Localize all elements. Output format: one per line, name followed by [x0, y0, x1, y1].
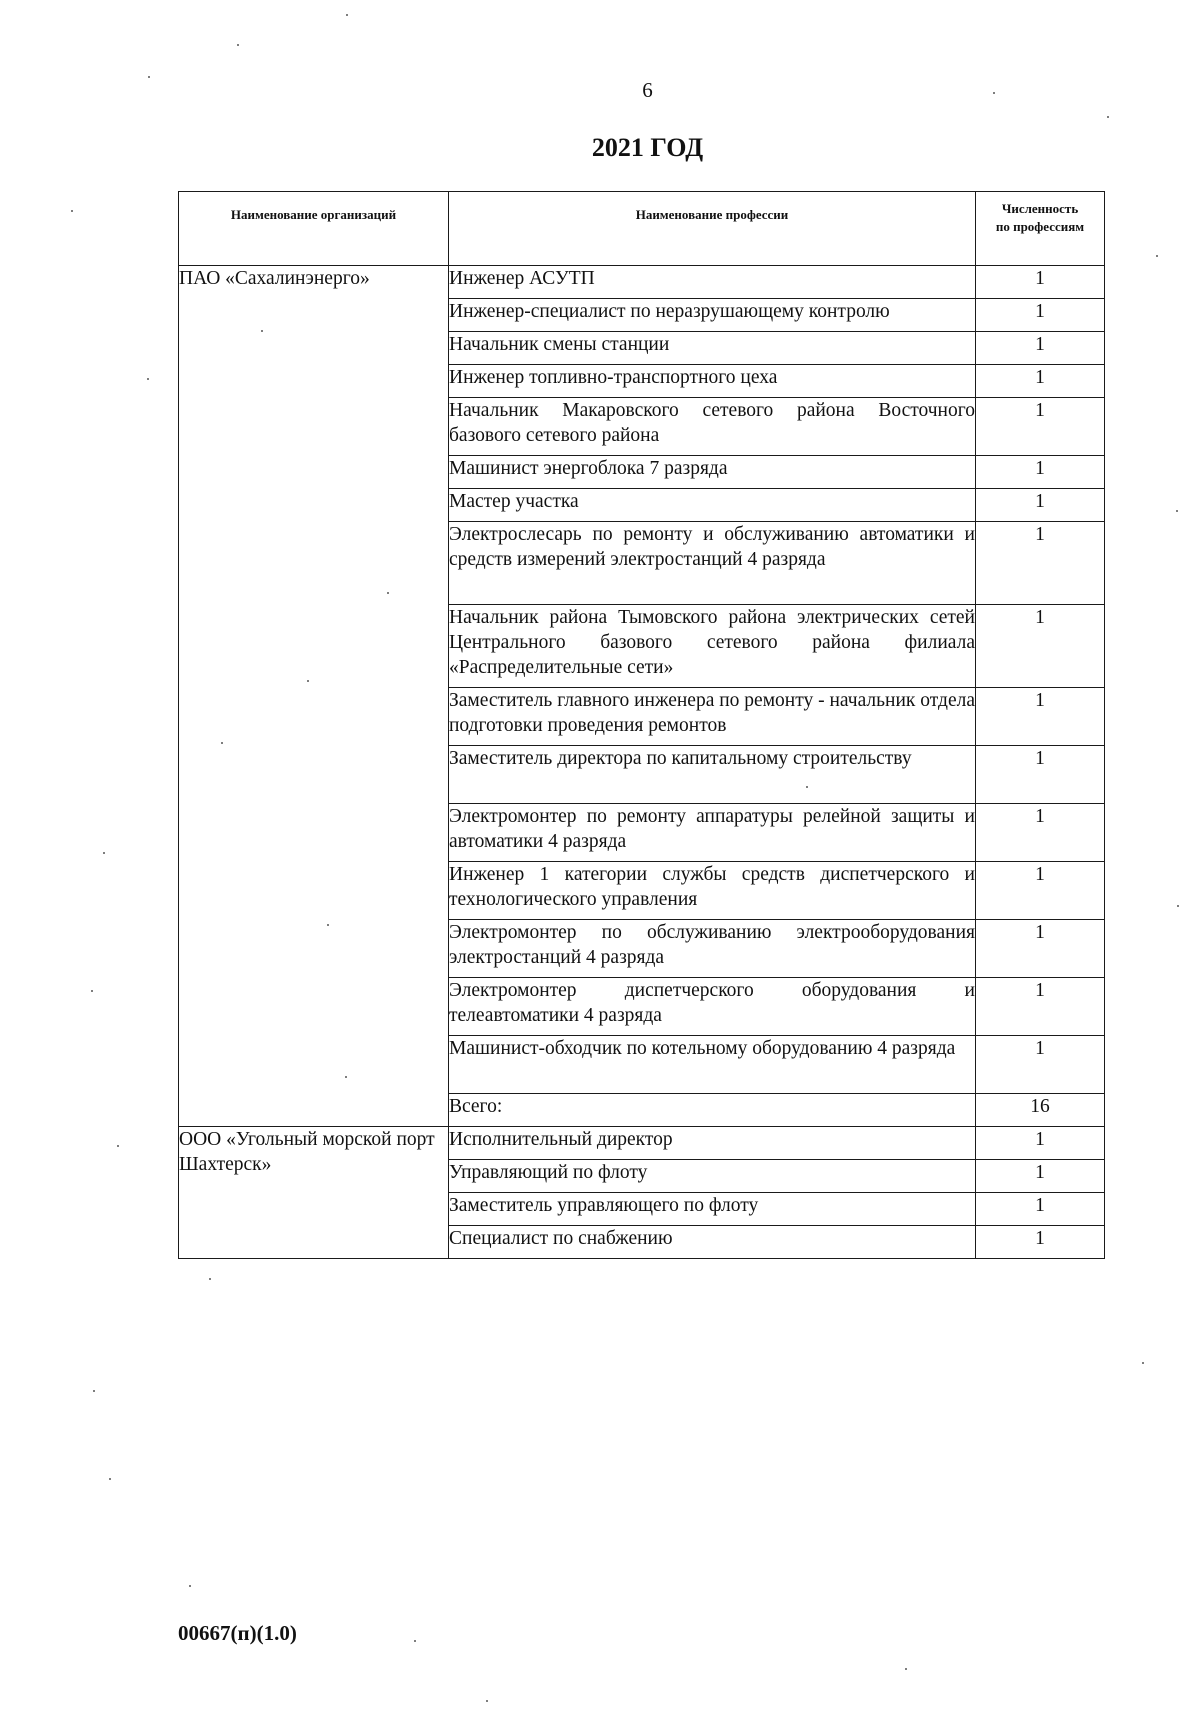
- count-cell: 1: [976, 266, 1105, 299]
- count-cell: 1: [976, 398, 1105, 456]
- page-number: 6: [642, 78, 653, 102]
- count-cell: 1: [976, 1127, 1105, 1160]
- table-header-row: [179, 192, 1105, 266]
- header-profession: Наименование профессии: [449, 192, 976, 266]
- profession-cell: Начальник Макаровского сетевого района Восточного базового сетевого района: [449, 398, 976, 456]
- org-name-cell: ООО «Угольный морской порт Шахтерск»: [179, 1127, 449, 1259]
- count-cell: 1: [976, 299, 1105, 332]
- org-name-cell: ПАО «Сахалинэнерго»: [179, 266, 449, 1127]
- profession-cell: Электромонтер по обслуживанию электрооборудования электростанций 4 разряда: [449, 920, 976, 978]
- count-cell: 1: [976, 746, 1105, 804]
- profession-cell: Инженер топливно-транспортного цеха: [449, 365, 976, 398]
- profession-cell: Исполнительный директор: [449, 1127, 976, 1160]
- professions-table: [178, 191, 1105, 1259]
- total-label: Всего:: [449, 1094, 976, 1127]
- profession-cell: Инженер АСУТП: [449, 266, 976, 299]
- profession-cell: Электрослесарь по ремонту и обслуживанию автоматики и средств измерений электростанций 4 разряда: [449, 522, 976, 605]
- profession-cell: Машинист энергоблока 7 разряда: [449, 456, 976, 489]
- count-cell: 1: [976, 1160, 1105, 1193]
- count-cell: 1: [976, 332, 1105, 365]
- profession-cell: Начальник района Тымовского района электрических сетей Центрального базового сетевого района филиала «Распределительные сети»: [449, 605, 976, 688]
- profession-cell: Электромонтер диспетчерского оборудования и телеавтоматики 4 разряда: [449, 978, 976, 1036]
- document-code: 00667(п)(1.0): [178, 1621, 297, 1645]
- header-count-line2: по профессиям: [995, 219, 1085, 234]
- profession-cell: Электромонтер по ремонту аппаратуры релейной защиты и автоматики 4 разряда: [449, 804, 976, 862]
- profession-cell: Заместитель управляющего по флоту: [449, 1193, 976, 1226]
- count-cell: 1: [976, 365, 1105, 398]
- profession-cell: Инженер-специалист по неразрушающему контролю: [449, 299, 976, 332]
- page-title: 2021 ГОД: [591, 133, 704, 162]
- count-cell: 1: [976, 688, 1105, 746]
- profession-cell: Управляющий по флоту: [449, 1160, 976, 1193]
- header-count: [976, 192, 1105, 266]
- count-cell: 1: [976, 1193, 1105, 1226]
- total-value: 16: [976, 1094, 1105, 1127]
- count-cell: 1: [976, 1226, 1105, 1259]
- count-cell: 1: [976, 978, 1105, 1036]
- profession-cell: Машинист-обходчик по котельному оборудованию 4 разряда: [449, 1036, 976, 1094]
- profession-cell: Мастер участка: [449, 489, 976, 522]
- profession-cell: Специалист по снабжению: [449, 1226, 976, 1259]
- count-cell: 1: [976, 1036, 1105, 1094]
- count-cell: 1: [976, 605, 1105, 688]
- count-cell: 1: [976, 489, 1105, 522]
- header-organization: Наименование организаций: [179, 192, 449, 266]
- table-row: [179, 1127, 1105, 1160]
- count-cell: 1: [976, 804, 1105, 862]
- profession-cell: Инженер 1 категории службы средств диспетчерского и технологического управления: [449, 862, 976, 920]
- count-cell: 1: [976, 920, 1105, 978]
- profession-cell: Заместитель директора по капитальному строительству: [449, 746, 976, 804]
- profession-cell: Заместитель главного инженера по ремонту - начальник отдела подготовки проведения ремонтов: [449, 688, 976, 746]
- profession-cell: Начальник смены станции: [449, 332, 976, 365]
- header-count-line1: Численность: [1001, 201, 1079, 216]
- count-cell: 1: [976, 522, 1105, 605]
- count-cell: 1: [976, 456, 1105, 489]
- count-cell: 1: [976, 862, 1105, 920]
- table-row: [179, 266, 1105, 299]
